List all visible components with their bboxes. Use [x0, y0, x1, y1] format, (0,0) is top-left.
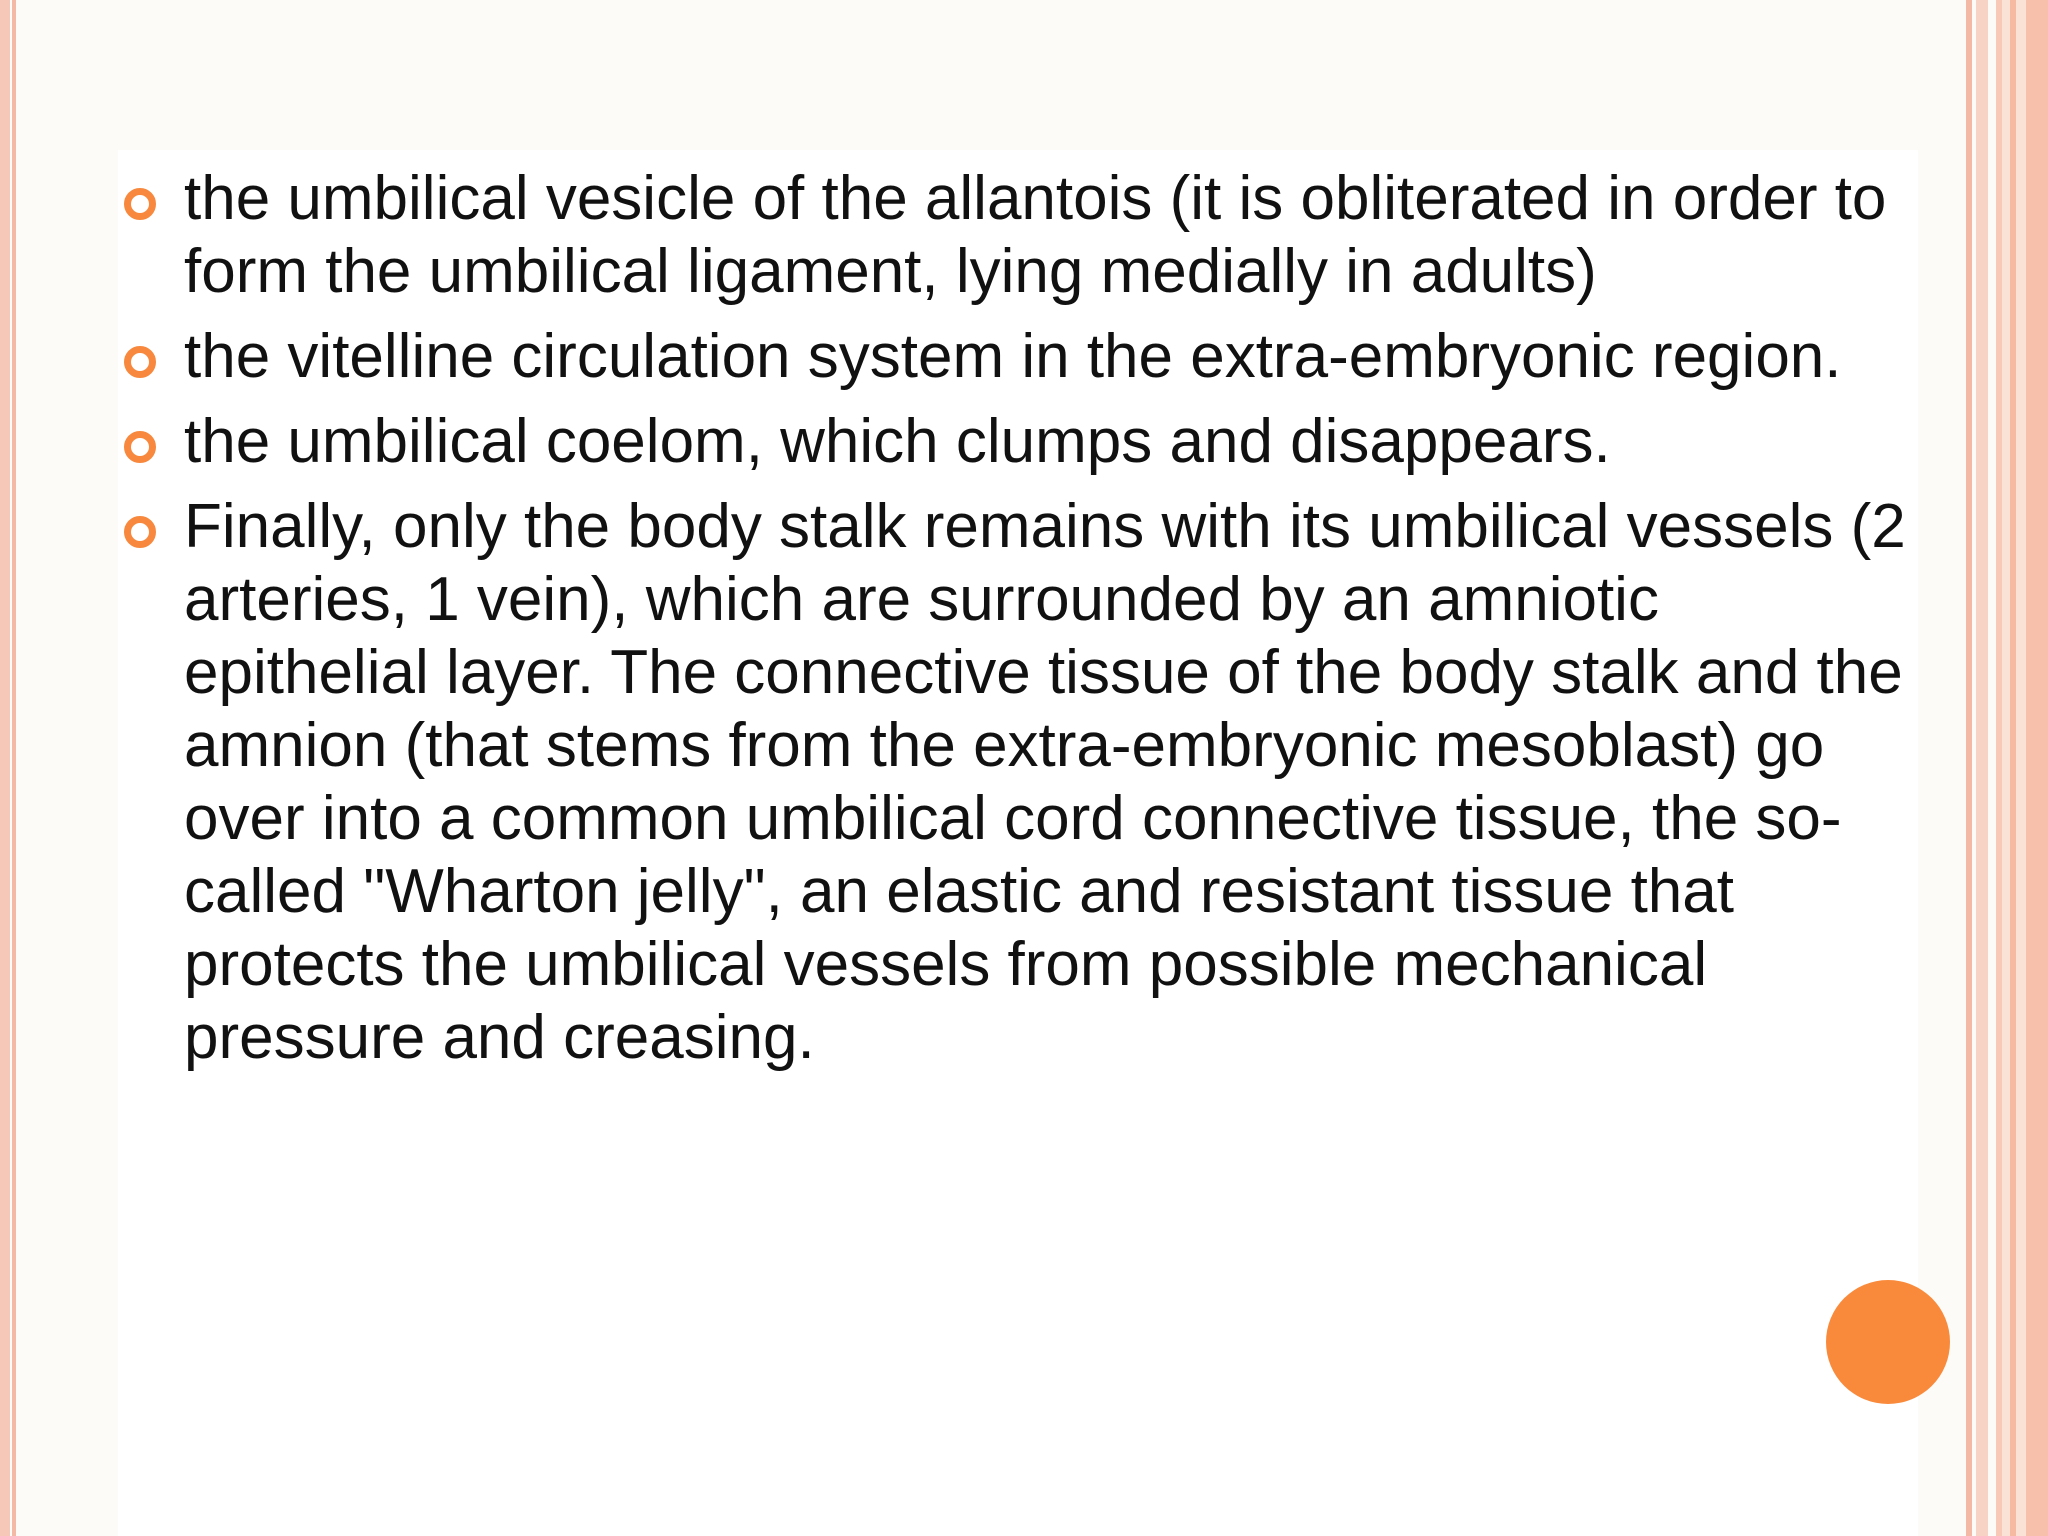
hollow-circle-bullet-icon — [124, 188, 156, 220]
left-border-stripe — [0, 0, 10, 1536]
left-border-stripe — [12, 0, 16, 1536]
bullet-text: the umbilical vesicle of the allantois (it is obliterated in order to form the umbilical ligament, lying medially in adults) — [184, 164, 1887, 306]
bullet-text: Finally, only the body stalk remains with its umbilical vessels (2 arteries, 1 vein), which are surrounded by an amniotic epithelial layer. The connective tissue of the body stalk and the amnion (that stems from the extra-embryonic mesoblast) go over into a common umbilical cord connective tissue, the so-called "Wharton jelly", an elastic and resistant tissue that protects the umbilical vessels from possible mechanical pressure and creasing. — [184, 492, 1906, 1072]
list-item — [120, 320, 1920, 393]
left-decorative-border — [0, 0, 24, 1536]
bullet-text: the vitelline circulation system in the extra-embryonic region. — [184, 322, 1842, 391]
list-item — [120, 162, 1920, 308]
bullet-list — [120, 162, 1920, 1086]
hollow-circle-bullet-icon — [124, 346, 156, 378]
right-border-stripe — [1976, 0, 1988, 1536]
right-border-stripe — [1996, 0, 2048, 1536]
bullet-text: the umbilical coelom, which clumps and disappears. — [184, 407, 1611, 476]
list-item — [120, 490, 1920, 1074]
list-item — [120, 405, 1920, 478]
right-border-stripe — [1966, 0, 1972, 1536]
hollow-circle-bullet-icon — [124, 516, 156, 548]
right-decorative-border — [1966, 0, 2048, 1536]
orange-circle-decoration — [1826, 1280, 1950, 1404]
hollow-circle-bullet-icon — [124, 431, 156, 463]
